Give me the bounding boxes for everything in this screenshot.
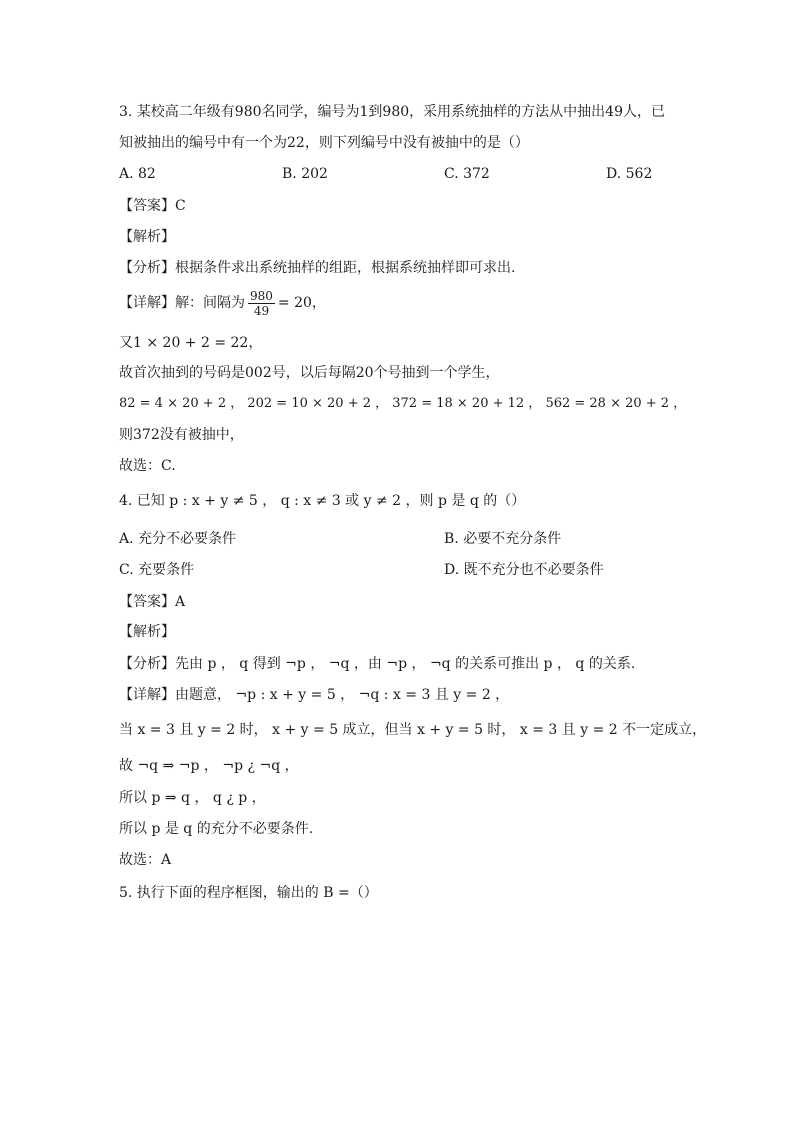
q4-stem: 4. 已知 p : x + y ≠ 5 ， q : x ≠ 3 或 y ≠ 2 ，则 p 是 q 的（）: [119, 493, 526, 509]
q3-analysis-header: 【解析】: [119, 229, 175, 245]
q4-step3: 所以 p ⇒ q ， q ¿ p ，: [119, 790, 266, 806]
q4-step1: 当 x = 3 且 y = 2 时， x + y = 5 成立，但当 x + y = 5 时， x = 3 且 y = 2 不一定成立，: [119, 722, 707, 738]
q4-step4: 所以 p 是 q 的充分不必要条件.: [119, 821, 314, 837]
q3-xiangjie-suffix: = 20，: [277, 295, 326, 311]
q3-option-b: B. 202: [282, 166, 328, 182]
fraction-denominator: 49: [253, 303, 270, 318]
q3-stem-line1: 3. 某校高二年级有980名同学，编号为1到980，采用系统抽样的方法从中抽出49人，已: [119, 104, 665, 120]
q4-fenxi: 【分析】先由 p ， q 得到 ¬p ， ¬q ，由 ¬p ， ¬q 的关系可推出 p ， q 的关系.: [119, 656, 636, 672]
q3-conclusion: 故选：C.: [119, 458, 176, 474]
q4-conclusion: 故选：A: [119, 852, 172, 868]
q4-answer: 【答案】A: [119, 594, 186, 610]
q3-step3: 82 = 4 × 20 + 2 ， 202 = 10 × 20 + 2 ， 372 = 18 × 20 + 12 ， 562 = 28 × 20 + 2 ，: [119, 396, 687, 411]
q5-stem: 5. 执行下面的程序框图，输出的 B =（）: [119, 885, 378, 901]
q3-option-a: A. 82: [119, 166, 156, 182]
q4-option-c: C. 充要条件: [119, 562, 195, 578]
q3-fenxi: 【分析】根据条件求出系统抽样的组距，根据系统抽样即可求出.: [119, 260, 516, 276]
q4-analysis-header: 【解析】: [119, 624, 175, 640]
q3-step2: 故首次抽到的号码是002号，以后每隔20个号抽到一个学生，: [119, 365, 500, 381]
q3-option-c: C. 372: [444, 166, 490, 182]
q4-xiangjie: 【详解】由题意， ¬p : x + y = 5 ， ¬q : x = 3 且 y = 2 ，: [119, 687, 510, 703]
q3-xiangjie-prefix: 【详解】解：间隔为: [119, 295, 245, 311]
q3-step4: 则372没有被抽中，: [119, 427, 244, 443]
q3-stem-line2: 知被抽出的编号中有一个为22，则下列编号中没有被抽中的是（）: [119, 135, 529, 151]
fraction-numerator: 980: [250, 288, 273, 303]
q3-answer: 【答案】C: [119, 198, 186, 214]
q3-xiangjie: [119, 288, 326, 318]
interval-fraction: [248, 289, 275, 318]
q4-step2: 故 ¬q ⇒ ¬p ， ¬p ¿ ¬q ，: [119, 758, 299, 774]
q4-option-d: D. 既不充分也不必要条件: [444, 562, 604, 578]
q3-step1: 又1 × 20 + 2 = 22，: [119, 335, 263, 351]
q4-option-b: B. 必要不充分条件: [444, 531, 562, 547]
q3-option-d: D. 562: [606, 166, 653, 182]
q4-option-a: A. 充分不必要条件: [119, 531, 237, 547]
